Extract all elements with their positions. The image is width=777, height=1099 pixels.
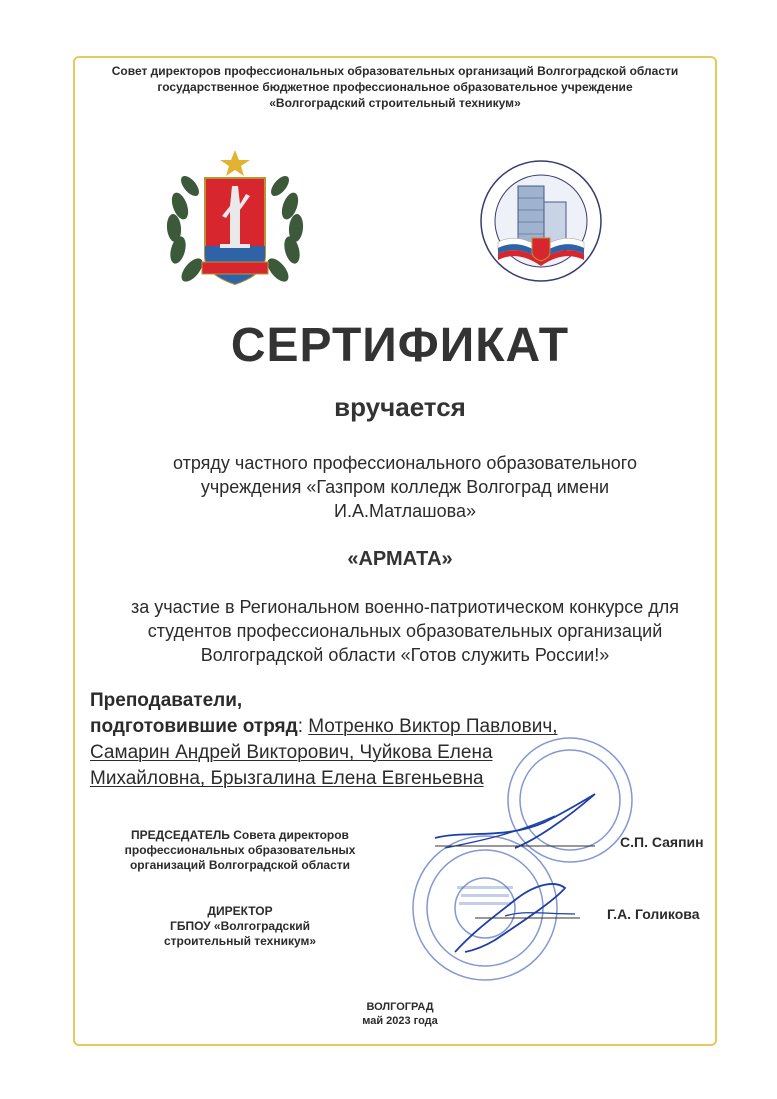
footer-city: ВОЛГОГРАД — [366, 1001, 434, 1013]
teachers-label-line-1: Преподаватели, — [90, 690, 243, 711]
director-name: Г.А. Голикова — [607, 906, 700, 922]
chair-name: С.П. Саяпин — [620, 834, 704, 850]
recipient-line-3: И.А.Матлашова» — [334, 501, 476, 521]
director-signature-block — [130, 904, 350, 949]
recipient-line-1: отряду частного профессионального образовательного — [173, 453, 637, 473]
construction-college-emblem — [478, 158, 604, 284]
seal-stamps — [395, 730, 635, 990]
director-title-line-3: строительный техникум» — [163, 934, 317, 948]
chair-title-line-3: организаций Волгоградской области — [129, 858, 351, 872]
reason-line-2: студентов профессиональных образовательных организаций — [147, 621, 663, 641]
teachers-label-line-2: подготовившие отряд — [90, 716, 298, 737]
recipient-line-2: учреждения «Газпром колледж Волгоград имени — [200, 477, 610, 497]
reason-line-3: Волгоградской области «Готов служить России!» — [200, 645, 610, 665]
header-institution-name: «Волгоградский строительный техникум» — [269, 96, 521, 110]
teachers-label-separator: : — [297, 716, 303, 737]
footer — [280, 1000, 520, 1028]
director-title-line-2: ГБПОУ «Волгоградский — [170, 919, 310, 933]
chair-signature-block — [105, 828, 375, 873]
chair-title-line-2: профессиональных образовательных — [124, 843, 356, 857]
footer-date: май 2023 года — [362, 1015, 438, 1027]
header-institution-type: государственное бюджетное профессиональное образовательное учреждение — [157, 80, 633, 94]
team-name: «АРМАТА» — [347, 548, 453, 570]
header-council: Совет директоров профессиональных образовательных организаций Волгоградской области — [111, 64, 679, 78]
teacher-names-line-2: Самарин Андрей Викторович, Чуйкова Елена — [90, 742, 493, 763]
certificate-subtitle: вручается — [334, 392, 466, 422]
chair-title-line-1: ПРЕДСЕДАТЕЛЬ Совета директоров — [131, 828, 349, 842]
teacher-names-line-3: Михайловна, Брызгалина Елена Евгеньевна — [90, 768, 484, 789]
reason-line-1: за участие в Региональном военно-патриотическом конкурсе для — [131, 597, 679, 617]
certificate-title: СЕРТИФИКАТ — [230, 319, 570, 372]
volgograd-coat-of-arms-emblem — [160, 146, 310, 296]
director-title-line-1: ДИРЕКТОР — [207, 904, 273, 918]
teacher-names-line-1: Мотренко Виктор Павлович, — [308, 716, 558, 737]
